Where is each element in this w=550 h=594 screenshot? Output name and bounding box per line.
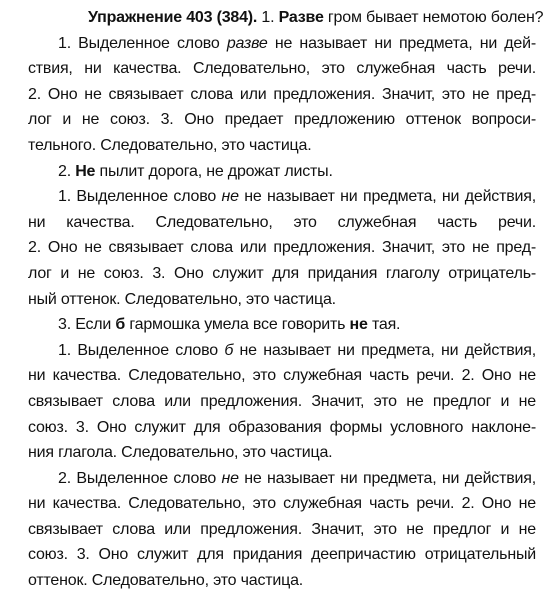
sentence-text: гром бывает немотою болен? [327, 9, 544, 26]
sentence-text: 3. Если [58, 316, 116, 334]
text-fragment: не называет ни предмета, ни действия, [238, 469, 536, 487]
text-fragment: 2. Выделенное слово [58, 469, 222, 487]
text-line [28, 184, 536, 210]
italic-word: не [221, 469, 239, 487]
text-line: лог и не союз. 3. Оно служит для придания глаголу отрицатель- [28, 264, 536, 282]
text-fragment: 1. Выделенное слово [58, 341, 225, 359]
italic-word: не [221, 188, 239, 206]
text-line: ния глагола. Следовательно, это частица. [28, 444, 333, 462]
text-line: оттенок. Следовательно, это частица. [28, 572, 304, 590]
text-line: 2. Оно не связывает слова или предложения. Значит, это не пред- [28, 239, 536, 257]
sentence-line [28, 159, 536, 185]
text-line: союз. 3. Оно служит для образования формы условного наклоне- [28, 418, 536, 436]
text-line: ни качества. Следовательно, это служебная часть речи. 2. Оно не [28, 367, 536, 385]
highlighted-word: Разве [278, 9, 324, 26]
text-line: союз. 3. Оно служит для придания деепричастию отрицательный [28, 546, 536, 564]
text-fragment: 1. Выделенное слово [58, 34, 227, 52]
text-line [28, 466, 536, 492]
text-line: ствия, ни качества. Следовательно, это служебная часть речи. [28, 60, 536, 78]
text-line: связывает слова или предложения. Значит, это не предлог и не [28, 520, 536, 538]
exercise-title: Упражнение 403 (384). [88, 9, 258, 26]
text-line [28, 338, 536, 364]
sentence-text: тая. [367, 316, 401, 334]
sentence-line [28, 312, 536, 338]
exercise-heading [28, 5, 544, 31]
text-line: тельного. Следовательно, это частица. [28, 136, 312, 154]
text-line: ни качества. Следовательно, это служебная часть речи. [28, 213, 536, 231]
text-line [28, 31, 536, 57]
sentence-number: 2. [58, 162, 71, 180]
highlighted-word: не [349, 316, 368, 334]
text-line: ни качества. Следовательно, это служебная часть речи. 2. Оно не [28, 495, 536, 513]
text-line: лог и не союз. 3. Оно предает предложению оттенок вопроси- [28, 111, 536, 129]
text-line: связывает слова или предложения. Значит, это не предлог и не [28, 392, 536, 410]
text-fragment: не называет ни предмета, ни действия, [233, 341, 536, 359]
sentence-text: пылит дорога, не дрожат листы. [95, 162, 333, 180]
highlighted-word: Не [75, 162, 96, 180]
sentence-text: гармошка умела все говорить [125, 316, 350, 334]
italic-word: б [224, 341, 234, 359]
text-line: ный оттенок. Следовательно, это частица. [28, 290, 336, 308]
italic-word: разве [226, 34, 268, 52]
text-fragment: не называет ни предмета, ни дей- [267, 34, 536, 52]
highlighted-word: б [115, 316, 126, 334]
sentence-number: 1. [261, 9, 275, 26]
text-fragment: 1. Выделенное слово [58, 188, 222, 206]
text-fragment: не называет ни предмета, ни действия, [238, 188, 536, 206]
text-line: 2. Оно не связывает слова или предложения. Значит, это не пред- [28, 85, 536, 103]
